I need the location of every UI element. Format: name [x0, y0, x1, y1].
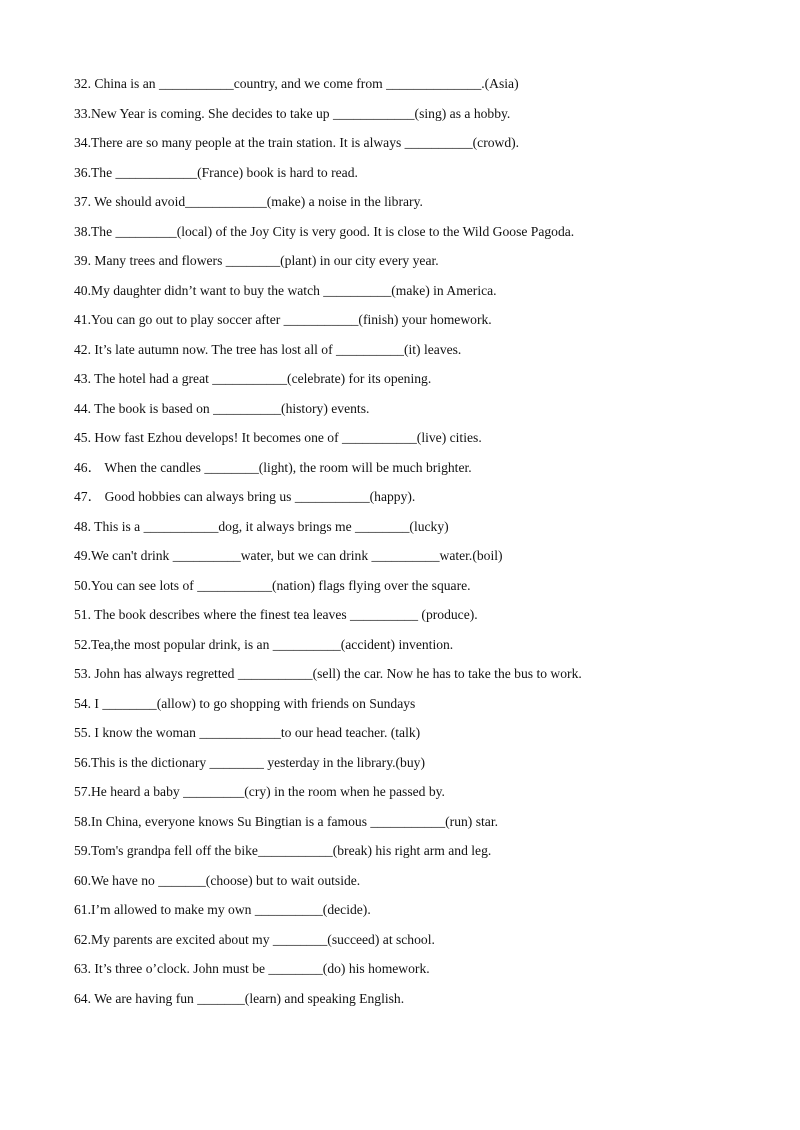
question-item: 45. How fast Ezhou develops! It becomes one of ___________(live) cities. — [74, 430, 482, 445]
question-item: 36.The ____________(France) book is hard to read. — [74, 164, 358, 180]
question-item: 39. Many trees and flowers ________(plant) in our city every year. — [74, 253, 439, 268]
question-item: 49.We can't drink __________water, but we can drink __________water.(boil) — [74, 548, 503, 563]
question-item: 38.The _________(local) of the Joy City is very good. It is close to the Wild Goose Pagoda. — [74, 223, 575, 239]
question-item: 43. The hotel had a great ___________(celebrate) for its opening. — [74, 371, 432, 386]
question-item: 56.This is the dictionary ________ yesterday in the library.(buy) — [74, 754, 425, 770]
question-item: 37. We should avoid____________(make) a noise in the library. — [74, 194, 423, 209]
question-item: 40.My daughter didn’t want to buy the watch __________(make) in America. — [74, 282, 497, 298]
question-item: 32. China is an ___________country, and we come from ______________.(Asia) — [74, 76, 519, 91]
question-item: 48. This is a ___________dog, it always brings me ________(lucky) — [74, 518, 449, 534]
question-item: 53. John has always regretted ___________(sell) the car. Now he has to take the bus to work. — [74, 666, 582, 681]
question-item: 54. I ________(allow) to go shopping with friends on Sundays — [74, 695, 416, 711]
question-item: 59.Tom's grandpa fell off the bike___________(break) his right arm and leg. — [74, 843, 492, 858]
question-item: 41.You can go out to play soccer after ___________(finish) your homework. — [74, 312, 492, 327]
question-item: 46． When the candles ________(light), the room will be much brighter. — [74, 459, 472, 475]
question-item: 52.Tea,the most popular drink, is an __________(accident) invention. — [74, 636, 454, 652]
question-item: 34.There are so many people at the train station. It is always __________(crowd). — [74, 135, 520, 150]
question-item: 44. The book is based on __________(history) events. — [74, 400, 370, 416]
question-item: 64. We are having fun _______(learn) and speaking English. — [74, 990, 405, 1006]
question-item: 60.We have no _______(choose) but to wait outside. — [74, 872, 361, 888]
question-item: 62.My parents are excited about my ________(succeed) at school. — [74, 931, 435, 947]
question-item: 57.He heard a baby _________(cry) in the room when he passed by. — [74, 784, 445, 799]
question-list — [74, 73, 764, 1017]
question-item: 51. The book describes where the finest tea leaves __________ (produce). — [74, 607, 478, 622]
question-item: 50.You can see lots of ___________(nation) flags flying over the square. — [74, 577, 471, 593]
question-item: 63. It’s three o’clock. John must be ________(do) his homework. — [74, 961, 430, 976]
question-item: 42. It’s late autumn now. The tree has lost all of __________(it) leaves. — [74, 341, 462, 357]
question-item: 58.In China, everyone knows Su Bingtian is a famous ___________(run) star. — [74, 813, 498, 829]
question-item: 55. I know the woman ____________to our head teacher. (talk) — [74, 725, 421, 740]
question-item: 47． Good hobbies can always bring us ___________(happy). — [74, 489, 416, 504]
question-item: 33.New Year is coming. She decides to take up ____________(sing) as a hobby. — [74, 105, 511, 121]
question-item: 61.I’m allowed to make my own __________(decide). — [74, 902, 371, 917]
